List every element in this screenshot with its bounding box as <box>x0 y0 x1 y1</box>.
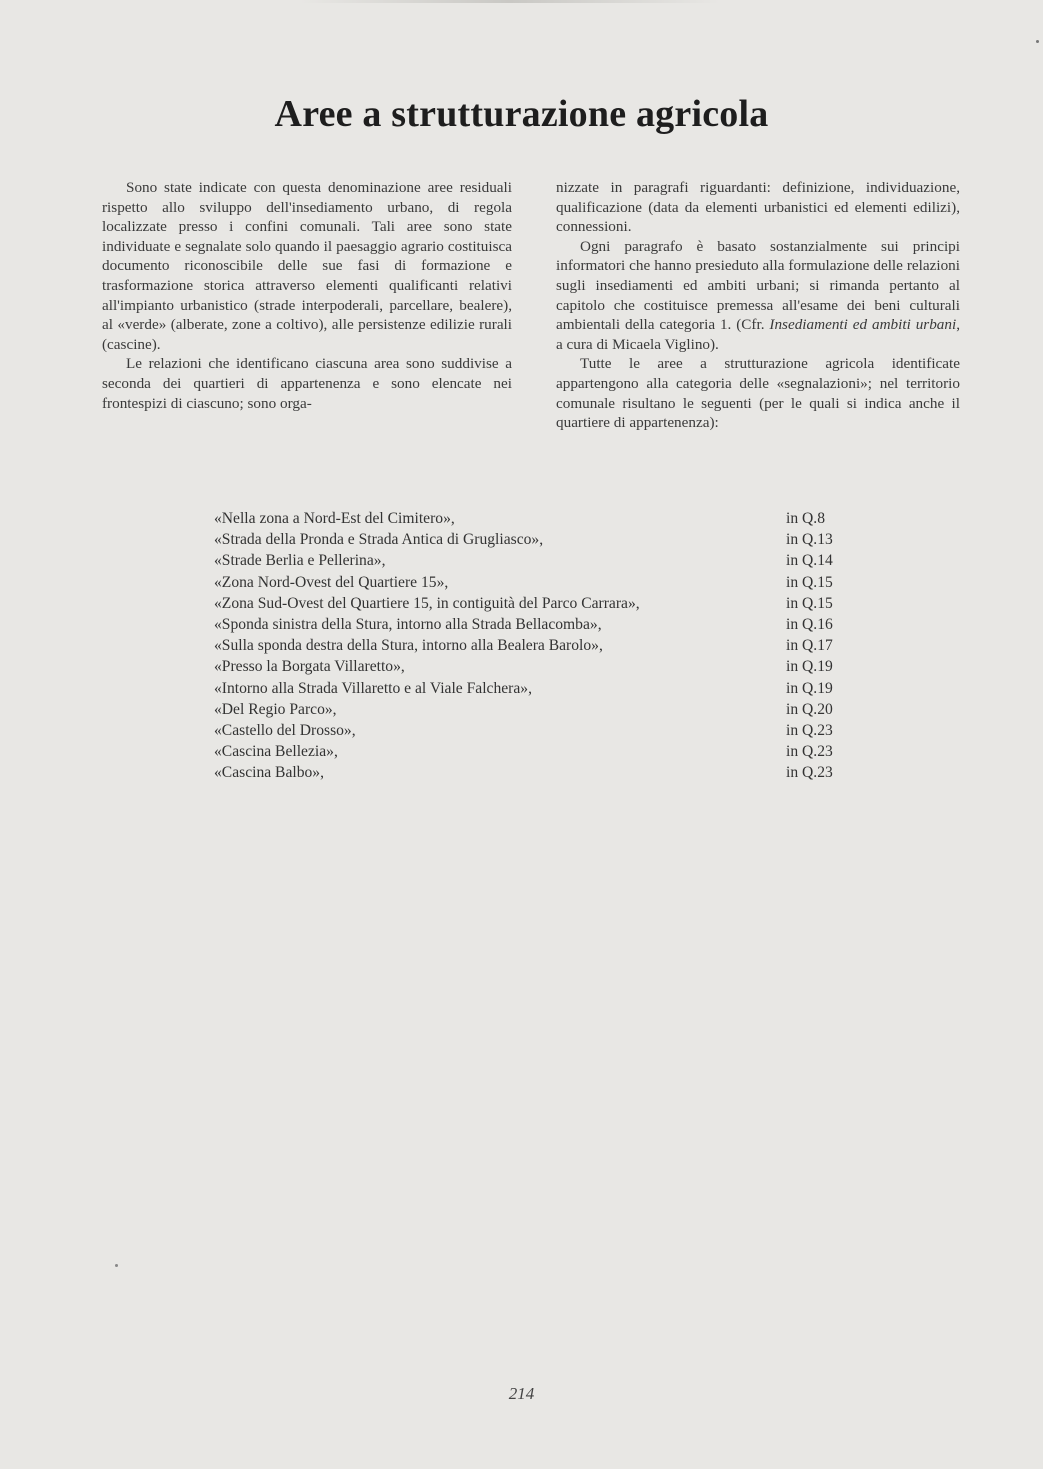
paragraph-text: , a cura di Micaela Viglino). <box>556 316 960 353</box>
area-quarter: in Q.23 <box>786 743 833 761</box>
left-paragraph-1: Sono state indicate con questa denominazione aree residuali rispetto allo sviluppo dell'insediamento urbano, di regola localizzate presso i confini comunali. Tali aree sono state individuate e segnalate solo quando il paesaggio agrario costituisca documento riconoscibile delle sue fasi di formazione e trasformazione storica attraverso elementi qualificanti relativi all'impianto urbanistico (strade interpoderali, parcellare, bealere), al «verde» (alberate, zone a coltivo), alle persistenze edilizie rurali (cascine). <box>102 179 512 353</box>
area-quarter: in Q.15 <box>786 573 833 591</box>
area-quarter: in Q.23 <box>786 722 833 740</box>
list-item <box>214 614 854 635</box>
list-item <box>214 699 854 720</box>
list-item <box>214 762 854 783</box>
list-item <box>214 720 854 741</box>
list-item <box>214 678 854 699</box>
area-name: «Strade Berlia e Pellerina», <box>214 552 386 570</box>
right-paragraph-2 <box>556 237 960 355</box>
area-quarter: in Q.17 <box>786 637 833 655</box>
scan-speck <box>115 1264 118 1267</box>
paragraph-text: Ogni paragrafo è basato sostanzialmente sui principi informatori che hanno presieduto alla formulazione delle relazioni sugli insediamenti ed ambiti urbani; si rimanda pertanto al capitolo che costituisce premessa all'esame dei beni culturali ambientali della categoria 1. (Cfr. <box>556 237 960 334</box>
list-item <box>214 635 854 656</box>
area-quarter: in Q.16 <box>786 616 833 634</box>
right-paragraph-1: nizzate in paragrafi riguardanti: definizione, individuazione, qualificazione (data da elementi urbanistici ed elementi edilizi), connessioni. <box>556 179 960 236</box>
area-name: «Castello del Drosso», <box>214 722 356 740</box>
list-item <box>214 529 854 550</box>
area-quarter: in Q.15 <box>786 594 833 612</box>
area-name: «Zona Sud-Ovest del Quartiere 15, in contiguità del Parco Carrara», <box>214 594 640 612</box>
area-name: «Intorno alla Strada Villaretto e al Viale Falchera», <box>214 679 532 697</box>
area-name: «Nella zona a Nord-Est del Cimitero», <box>214 510 455 527</box>
scan-speck <box>1036 40 1039 43</box>
list-item <box>214 656 854 677</box>
list-item <box>214 572 854 593</box>
scan-edge <box>300 0 720 3</box>
list-item <box>214 508 854 529</box>
area-quarter: in Q.23 <box>786 764 833 782</box>
area-quarter: in Q.19 <box>786 679 833 697</box>
area-quarter: in Q.20 <box>786 700 833 718</box>
left-paragraph-2: Le relazioni che identificano ciascuna area sono suddivise a seconda dei quartieri di appartenenza e sono elencate nei frontespizi di ciascuno; sono orga- <box>102 355 512 412</box>
area-name: «Strada della Pronda e Strada Antica di Grugliasco», <box>214 531 544 549</box>
left-column <box>102 178 512 413</box>
area-name: «Sulla sponda destra della Stura, intorno alla Bealera Barolo», <box>214 637 603 655</box>
area-name: «Cascina Bellezia», <box>214 743 338 761</box>
area-quarter: in Q.8 <box>786 510 825 527</box>
area-name: «Del Regio Parco», <box>214 700 337 718</box>
area-quarter: in Q.14 <box>786 552 833 570</box>
right-paragraph-3: Tutte le aree a strutturazione agricola identificate appartengono alla categoria delle «segnalazioni»; nel territorio comunale risultano le seguenti (per le quali si indica anche il quartiere di appartenenza): <box>556 355 960 432</box>
page-number: 214 <box>508 1384 535 1403</box>
area-quarter: in Q.13 <box>786 531 833 549</box>
list-item <box>214 593 854 614</box>
cited-title: Insediamenti ed ambiti urbani <box>769 316 957 334</box>
area-name: «Cascina Balbo», <box>214 764 325 782</box>
area-name: «Sponda sinistra della Stura, intorno alla Strada Bellacomba», <box>214 616 602 634</box>
page-title: Aree a strutturazione agricola <box>274 93 769 135</box>
list-item <box>214 741 854 762</box>
area-list <box>214 508 854 784</box>
area-name: «Presso la Borgata Villaretto», <box>214 658 405 676</box>
list-item <box>214 550 854 571</box>
area-name: «Zona Nord-Ovest del Quartiere 15», <box>214 573 449 591</box>
area-quarter: in Q.19 <box>786 658 833 676</box>
right-column <box>556 178 960 433</box>
